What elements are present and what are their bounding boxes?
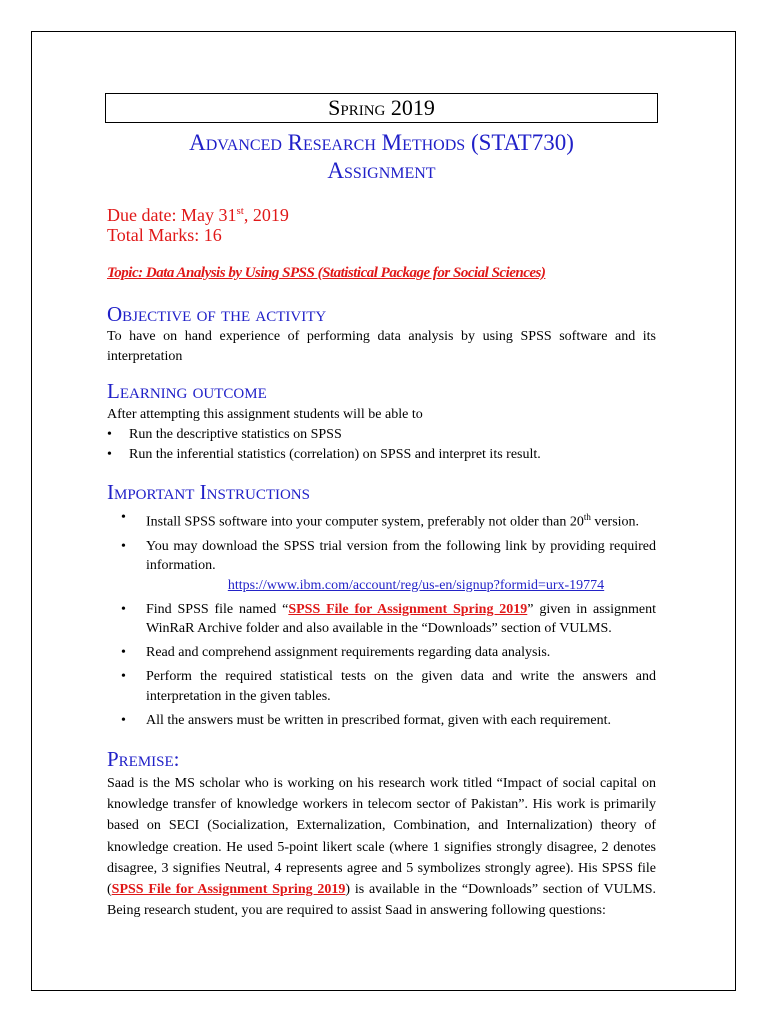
- objective-heading: Objective of the activity: [107, 302, 327, 326]
- course-title: Advanced Research Methods (STAT730): [189, 130, 574, 155]
- list-item: [121, 508, 656, 532]
- learning-heading: Learning outcome: [107, 379, 267, 403]
- list-item: [121, 537, 656, 596]
- document-type: Assignment: [327, 158, 436, 183]
- premise-text-pre: Saad is the MS scholar who is working on his research work titled “Impact of social capital on knowledge transfer of knowledge workers in telecom sector of Pakistan”. His work is primarily based on SECI (Socialization, Externalization, Combination, and Internalization) theory of knowledge creation. He used 5-point likert scale (where 1 signifies strongly disagree, 2 denotes disagree, 3 signifies Neutral, 4 represents agree and 5 symbolizes strongly agree). His SPSS file (: [107, 776, 656, 898]
- instruction-install-text: Install SPSS software into your computer system, preferably not older than 20: [146, 514, 584, 530]
- learning-outcome-list: [107, 425, 656, 464]
- list-item: • All the answers must be written in prescribed format, given with each requirement.: [121, 711, 656, 731]
- list-item: [121, 600, 656, 639]
- instruction-download-text: You may download the SPSS trial version from the following link by providing required information.: [146, 538, 656, 574]
- due-date-sup: st: [236, 205, 244, 217]
- instruction-install-sup: th: [583, 512, 591, 522]
- list-item: • Read and comprehend assignment requirements regarding data analysis.: [121, 643, 656, 663]
- objective-text: To have on hand experience of performing data analysis by using SPSS software and its interpretation: [107, 329, 656, 364]
- spss-file-name: SPSS File for Assignment Spring 2019: [288, 601, 528, 617]
- due-date-suffix: , 2019: [243, 205, 289, 225]
- list-item: • Run the descriptive statistics on SPSS: [107, 425, 656, 445]
- instruction-find-post: ” given in assignment WinRaR Archive folder and also available in the “Downloads” section of VULMS.: [146, 601, 656, 637]
- learning-intro: After attempting this assignment students will be able to: [107, 407, 423, 422]
- premise-text-post: ) is available in the “Downloads” section of VULMS. Being research student, you are required to assist Saad in answering following questions:: [107, 882, 656, 919]
- instructions-list: [121, 508, 656, 735]
- premise-spss-file-name: SPSS File for Assignment Spring 2019: [111, 882, 346, 898]
- semester-box: [105, 93, 658, 123]
- premise-text: [107, 773, 656, 921]
- topic-line: Topic: Data Analysis by Using SPSS (Statistical Package for Social Sciences): [107, 265, 546, 281]
- semester-label: Spring 2019: [328, 95, 435, 120]
- instruction-find-pre: Find SPSS file named “: [146, 601, 289, 617]
- list-item: • Run the inferential statistics (correlation) on SPSS and interpret its result.: [107, 445, 656, 465]
- spss-download-link[interactable]: https://www.ibm.com/account/reg/us-en/signup?formid=urx-19774: [227, 577, 605, 593]
- instructions-heading: Important Instructions: [107, 480, 310, 504]
- total-marks: Total Marks: 16: [107, 225, 222, 245]
- list-item: • Perform the required statistical tests on the given data and write the answers and interpretation in the given tables.: [121, 667, 656, 706]
- due-date-prefix: Due date: May 31: [107, 205, 237, 225]
- instruction-install-post: version.: [590, 514, 640, 530]
- premise-heading: Premise:: [107, 747, 180, 771]
